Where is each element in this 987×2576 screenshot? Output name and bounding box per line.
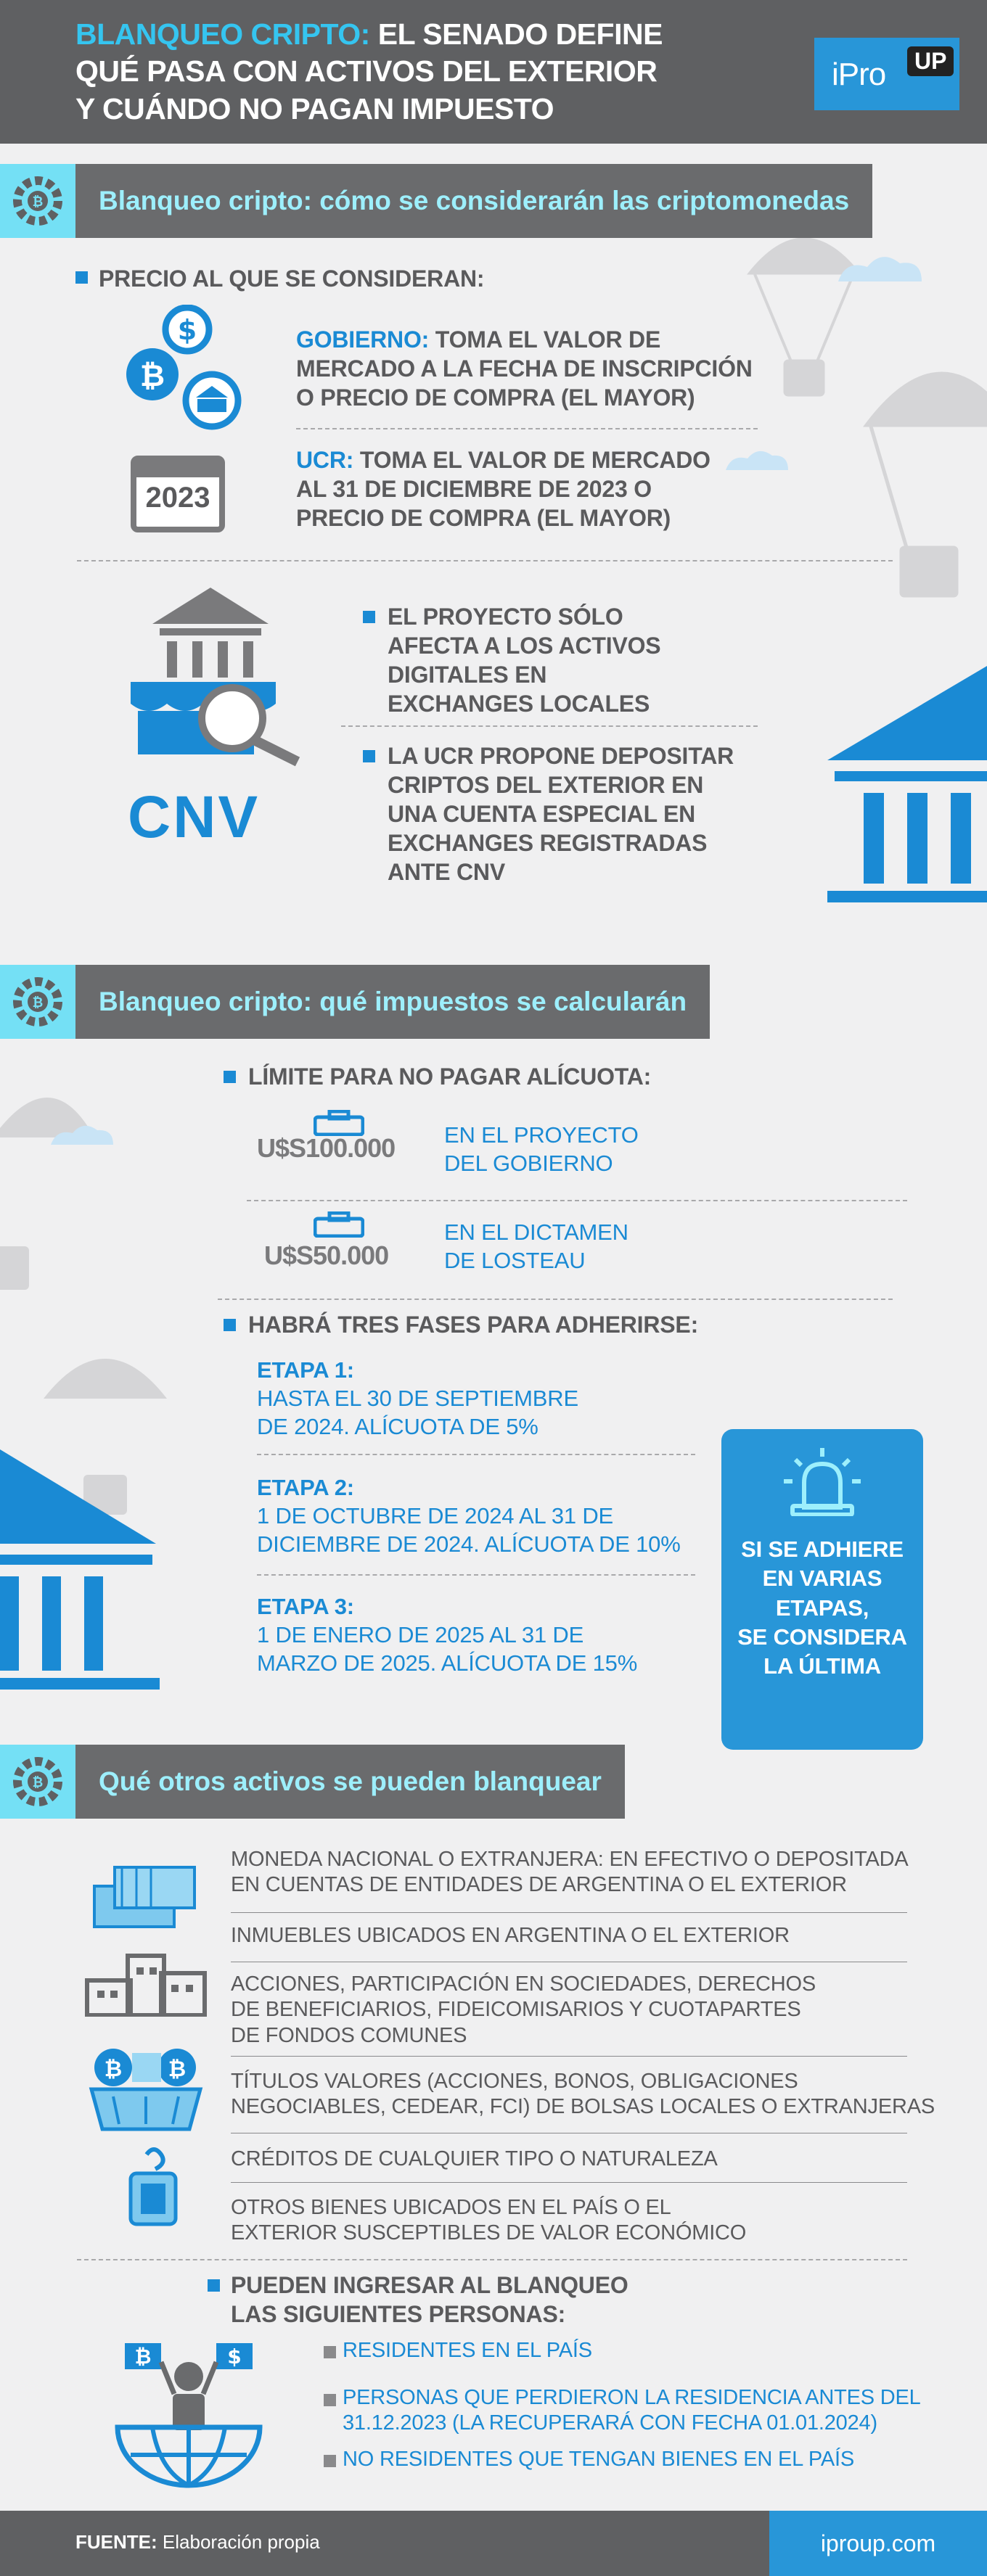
asset3 [231,1972,816,2049]
ucr-line1: TOMA EL VALOR DE MERCADO [359,447,710,473]
svg-text:₿: ₿ [139,358,165,393]
logo-badge: UP [907,46,954,76]
crypto-basket-icon [84,2046,208,2133]
coins-icon [123,305,247,435]
gobierno-line1: TOMA EL VALOR DE [435,326,661,353]
title-line1: EL SENADO DEFINE [377,17,663,51]
svg-text:$: $ [227,2345,242,2369]
stage1-line2: DE 2024. ALÍCUOTA DE 5% [257,1413,538,1439]
asset4 [231,2069,935,2120]
people2 [343,2385,921,2436]
section3-title: Qué otros activos se pueden blanquear [75,1745,625,1819]
asset6-line1: OTROS BIENES UBICADOS EN EL PAÍS O EL [231,2196,671,2219]
divider [231,2056,907,2057]
stage3-line1: 1 DE ENERO DE 2025 AL 31 DE [257,1621,584,1647]
svg-text:₿: ₿ [32,1775,44,1790]
bullet-square [324,2455,336,2467]
svg-text:₿: ₿ [104,2057,123,2082]
point1-line3: DIGITALES EN [388,662,547,688]
asset6-line2: EXTERIOR SUSCEPTIBLES DE VALOR ECONÓMICO [231,2221,747,2245]
stage2-line2: DICIEMBRE DE 2024. ALÍCUOTA DE 10% [257,1531,681,1557]
svg-text:₿: ₿ [32,194,44,210]
gobierno-line2: MERCADO A LA FECHA DE INSCRIPCIÓN [296,355,753,382]
people-heading-line1: PUEDEN INGRESAR AL BLANQUEO [231,2272,628,2298]
section2-title: Blanqueo cripto: qué impuestos se calcularán [75,965,710,1039]
money-stack-icon [93,1864,202,1930]
iproup-logo[interactable] [814,38,959,110]
bullet-square [75,271,88,284]
calendar-icon [131,456,225,532]
stage1-title: ETAPA 1: [257,1357,354,1383]
people-heading [231,2271,628,2329]
bullet-square [324,2394,336,2406]
stage3-block [257,1593,637,1677]
asset3-line2: DE BENEFICIARIOS, FIDEICOMISARIOS Y CUOTAPARTES [231,1998,801,2022]
gear-icon [0,164,75,238]
ucr-line3: PRECIO DE COMPRA (EL MAYOR) [296,505,671,531]
bullet-square [208,2279,220,2292]
cnv-logo: CNV [128,784,261,850]
buildings-icon [84,1951,208,2017]
title-line2: QUÉ PASA CON ACTIVOS DEL EXTERIOR [75,54,658,89]
limit-heading: LÍMITE PARA NO PAGAR ALÍCUOTA: [248,1063,652,1090]
stage3-title: ETAPA 3: [257,1594,354,1619]
stage3-line2: MARZO DE 2025. ALÍCUOTA DE 15% [257,1650,638,1676]
divider [247,1200,907,1201]
footer-source [75,2531,320,2554]
point2-line5: ANTE CNV [388,859,505,885]
limit2-amount: U$S50.000 [264,1240,389,1270]
svg-text:$: $ [177,314,197,346]
asset4-line1: TÍTULOS VALORES (ACCIONES, BONOS, OBLIGACIONES [231,2070,798,2093]
page-title [75,16,729,128]
alert-line1: SI SE ADHIERE [741,1536,904,1562]
divider [257,1574,695,1576]
ucr-block [296,445,710,532]
point2-line2: CRIPTOS DEL EXTERIOR EN [388,772,704,798]
gobierno-block [296,325,753,412]
stage1-line1: HASTA EL 30 DE SEPTIEMBRE [257,1385,578,1411]
limit2-text [444,1219,628,1275]
title-highlight: BLANQUEO CRIPTO: [75,17,370,51]
parachute-left-icon [0,1098,167,1515]
exchange-search-icon [123,580,312,769]
people3: NO RESIDENTES QUE TENGAN BIENES EN EL PAÍS [343,2448,854,2471]
alert-line3: ETAPAS, [775,1594,869,1621]
phone-payment-icon [123,2147,189,2227]
alert-box [721,1429,923,1750]
gear-icon [0,1745,75,1819]
bullet-square [363,611,375,623]
divider [296,428,758,429]
bullet-square [224,1071,236,1083]
ucr-line2: AL 31 DE DICIEMBRE DE 2023 O [296,476,652,502]
phases-heading: HABRÁ TRES FASES PARA ADHERIRSE: [248,1312,699,1338]
limit1-line2: DEL GOBIERNO [444,1150,613,1176]
point1-block [388,602,660,718]
asset5: CRÉDITOS DE CUALQUIER TIPO O NATURALEZA [231,2147,718,2170]
point2-line3: UNA CUENTA ESPECIAL EN [388,801,696,827]
bullet-square [324,2346,336,2358]
point1-line2: AFECTA A LOS ACTIVOS [388,633,661,659]
divider [257,1454,695,1455]
point1-line4: EXCHANGES LOCALES [388,691,650,717]
divider [231,1912,907,1913]
limit2-line2: DE LOSTEAU [444,1247,586,1273]
people2-line1: PERSONAS QUE PERDIERON LA RESIDENCIA ANTES DEL [343,2386,921,2409]
gear-icon [0,965,75,1039]
global-person-icon [109,2333,269,2493]
divider [77,2259,907,2260]
point2-block [388,741,734,886]
svg-text:₿: ₿ [168,2057,187,2082]
asset3-line1: ACCIONES, PARTICIPACIÓN EN SOCIEDADES, DERECHOS [231,1972,816,1996]
limit1-text [444,1122,639,1178]
section1-title: Blanqueo cripto: cómo se considerarán las criptomonedas [75,164,872,238]
divider [77,560,893,561]
alert-line4: SE CONSIDERA [737,1624,907,1650]
point1-line1: EL PROYECTO SÓLO [388,604,623,630]
siren-icon [782,1447,862,1516]
limit2-line1: EN EL DICTAMEN [444,1219,628,1245]
gobierno-line3: O PRECIO DE COMPRA (EL MAYOR) [296,384,695,411]
parachute-ethereum-icon [864,372,987,597]
people2-line2: 31.12.2023 (LA RECUPERARÁ CON FECHA 01.01.2024) [343,2411,877,2435]
alert-line2: EN VARIAS [762,1565,882,1592]
divider [231,2182,907,2183]
bullet-square [363,750,375,762]
point2-line1: LA UCR PROPONE DEPOSITAR [388,743,734,769]
alert-text [721,1535,923,1681]
stage2-line1: 1 DE OCTUBRE DE 2024 AL 31 DE [257,1502,613,1528]
briefcase-icon [314,1211,364,1238]
svg-text:₿: ₿ [134,2345,152,2369]
asset2: INMUEBLES UBICADOS EN ARGENTINA O EL EXTERIOR [231,1924,790,1947]
svg-text:₿: ₿ [32,995,44,1011]
bullet-square [224,1319,236,1331]
ucr-label: UCR: [296,447,354,473]
asset6 [231,2195,746,2247]
limit1-line1: EN EL PROYECTO [444,1122,639,1148]
limit1-amount: U$S100.000 [257,1133,396,1163]
people1: RESIDENTES EN EL PAÍS [343,2339,592,2362]
site-link[interactable]: iproup.com [769,2511,987,2576]
bank-left-icon [0,1449,160,1690]
bank-right-icon [827,666,987,902]
footer [0,2511,987,2576]
gobierno-label: GOBIERNO: [296,326,430,353]
asset3-line3: DE FONDOS COMUNES [231,2023,467,2047]
stage1-block [257,1357,578,1441]
parachute-bitcoin-icon [748,238,861,396]
title-line3: Y CUÁNDO NO PAGAN IMPUESTO [75,91,554,125]
calendar-year: 2023 [145,482,210,514]
stage2-title: ETAPA 2: [257,1475,354,1500]
people-heading-line2: LAS SIGUIENTES PERSONAS: [231,2301,566,2327]
point2-line4: EXCHANGES REGISTRADAS [388,830,708,856]
asset1-line2: EN CUENTAS DE ENTIDADES DE ARGENTINA O EL EXTERIOR [231,1873,847,1897]
divider [341,725,758,727]
briefcase-icon [314,1110,364,1136]
stage2-block [257,1474,681,1558]
source-text: Elaboración propia [162,2531,320,2553]
logo-text: iPro [832,57,886,92]
alert-line5: LA ÚLTIMA [763,1653,881,1679]
divider [218,1299,893,1300]
asset1-line1: MONEDA NACIONAL O EXTRANJERA: EN EFECTIVO O DEPOSITADA [231,1848,909,1871]
source-label: FUENTE: [75,2531,157,2553]
asset1 [231,1847,908,1898]
price-heading: PRECIO AL QUE SE CONSIDERAN: [99,266,485,292]
asset4-line2: NEGOCIABLES, CEDEAR, FCI) DE BOLSAS LOCALES O EXTRANJERAS [231,2095,935,2119]
